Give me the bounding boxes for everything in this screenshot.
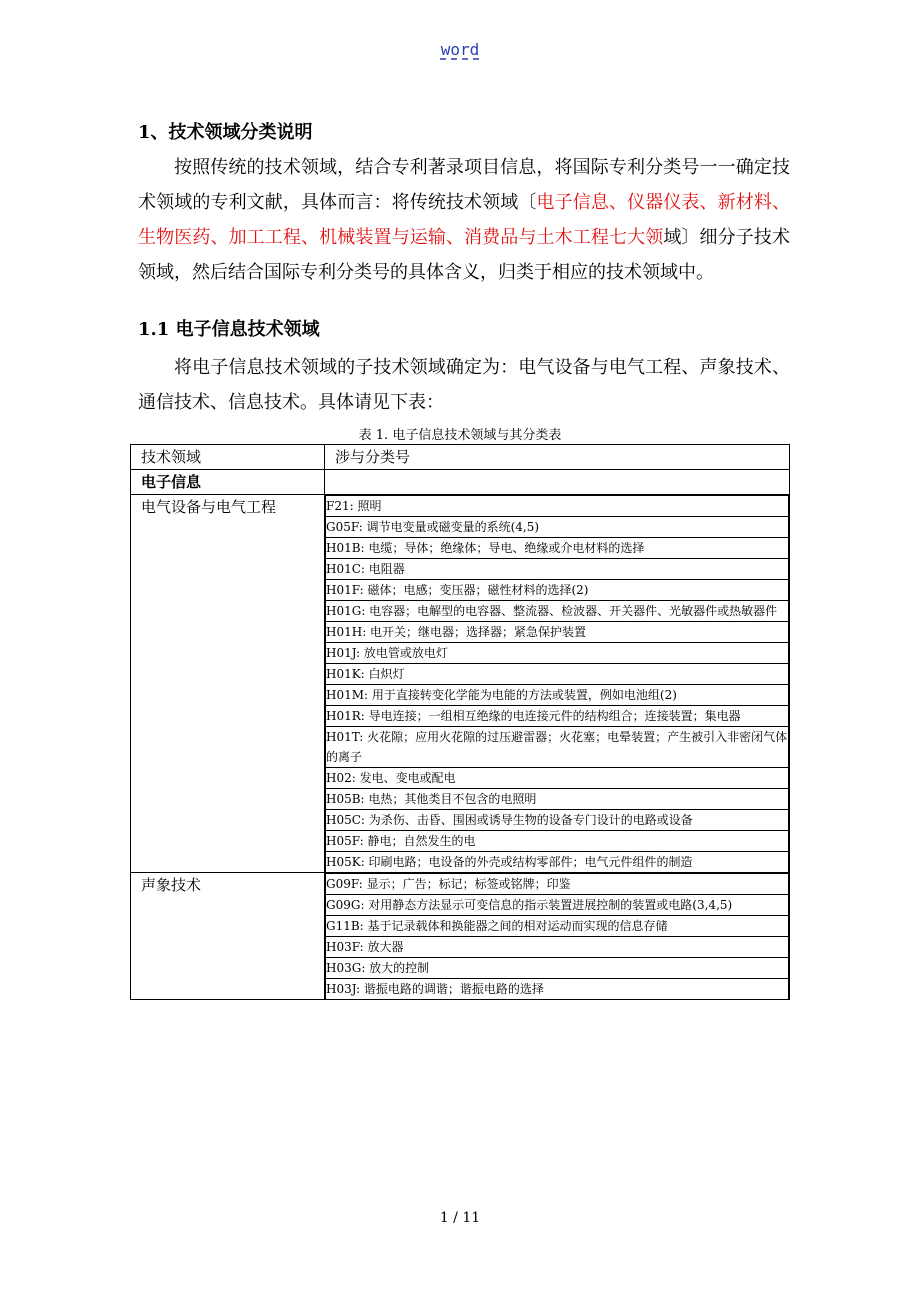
code-row	[326, 979, 789, 1000]
code-row	[326, 643, 789, 664]
domain-cell: 声象技术	[131, 873, 325, 1000]
code-row	[326, 517, 789, 538]
codes-list	[325, 873, 789, 999]
section-1-paragraph: 按照传统的技术领域，结合专利著录项目信息，将国际专利分类号一一确定技术领域的专利文献，具体而言：将传统技术领域〔电子信息、仪器仪表、新材料、生物医药、加工工程、机械装置与运输、消费品与土木工程七大领域〕细分子技术领域，然后结合国际专利分类号的具体含义，归类于相应的技术领域中。	[138, 157, 791, 283]
code-row	[326, 601, 789, 622]
codes-cell	[325, 873, 790, 1000]
code-entry: H03G: 放大的控制	[326, 958, 789, 979]
code-row	[326, 727, 789, 768]
category-row	[131, 470, 790, 495]
code-entry: H02: 发电、变电或配电	[326, 768, 789, 789]
codes-cell	[325, 495, 790, 873]
code-entry: H05K: 印刷电路；电设备的外壳或结构零部件；电气元件组件的制造	[326, 852, 789, 873]
code-entry: H01H: 电开关；继电器；选择器；紧急保护装置	[326, 622, 789, 643]
table-header-row	[131, 445, 790, 470]
section-1-1-title: 1.1 电子信息技术领域	[138, 319, 320, 340]
header-cell-codes: 涉与分类号	[325, 445, 790, 470]
header-cell-field: 技术领域	[131, 445, 325, 470]
code-row	[326, 937, 789, 958]
code-entry: H01J: 放电管或放电灯	[326, 643, 789, 664]
table-caption: 表 1. 电子信息技术领域与其分类表	[358, 428, 562, 443]
code-entry: H01G: 电容器；电解型的电容器、整流器、检波器、开关器件、光敏器件或热敏器件	[326, 601, 789, 622]
code-row	[326, 664, 789, 685]
section-1-title: 1、技术领域分类说明	[138, 122, 313, 143]
code-entry: G09F: 显示；广告；标记；标签或铭牌；印鉴	[326, 874, 789, 895]
code-entry: H01M: 用于直接转变化学能为电能的方法或装置，例如电池组(2)	[326, 685, 789, 706]
category-empty-cell	[325, 470, 790, 495]
group-row	[131, 873, 790, 1000]
code-entry: G05F: 调节电变量或磁变量的系统(4,5)	[326, 517, 789, 538]
code-row	[326, 810, 789, 831]
code-entry: H05B: 电热；其他类目不包含的电照明	[326, 789, 789, 810]
code-row	[326, 538, 789, 559]
code-entry: H01T: 火花隙；应用火花隙的过压避雷器；火花塞；电晕装置；产生被引入非密闭气体的离子	[326, 727, 789, 768]
code-row	[326, 916, 789, 937]
page-number: 1 / 11	[439, 1210, 481, 1226]
code-row	[326, 706, 789, 727]
domain-cell: 电气设备与电气工程	[131, 495, 325, 873]
code-row	[326, 789, 789, 810]
code-entry: G11B: 基于记录载体和换能器之间的相对运动而实现的信息存储	[326, 916, 789, 937]
code-entry: H05C: 为杀伤、击昏、围困或诱导生物的设备专门设计的电路或设备	[326, 810, 789, 831]
code-entry: H01B: 电缆；导体；绝缘体；导电、绝缘或介电材料的选择	[326, 538, 789, 559]
code-row	[326, 768, 789, 789]
code-entry: H01F: 磁体；电感；变压器；磁性材料的选择(2)	[326, 580, 789, 601]
code-row	[326, 622, 789, 643]
code-entry: H01R: 导电连接；一组相互绝缘的电连接元件的结构组合；连接装置；集电器	[326, 706, 789, 727]
code-row	[326, 895, 789, 916]
code-row	[326, 685, 789, 706]
code-row	[326, 580, 789, 601]
group-row	[131, 495, 790, 873]
code-row	[326, 874, 789, 895]
codes-list	[325, 495, 789, 872]
code-entry: H03J: 谐振电路的调谐；谐振电路的选择	[326, 979, 789, 1000]
code-row	[326, 852, 789, 873]
code-entry: F21: 照明	[326, 496, 789, 517]
header-word-link[interactable]: word	[440, 40, 480, 59]
category-cell: 电子信息	[131, 470, 325, 495]
code-row	[326, 831, 789, 852]
code-row	[326, 496, 789, 517]
code-row	[326, 559, 789, 580]
code-entry: H01K: 白炽灯	[326, 664, 789, 685]
code-entry: G09G: 对用静态方法显示可变信息的指示装置进展控制的装置或电路(3,4,5)	[326, 895, 789, 916]
code-entry: H05F: 静电；自然发生的电	[326, 831, 789, 852]
code-entry: H03F: 放大器	[326, 937, 789, 958]
classification-table	[130, 444, 790, 1000]
section-1-1-paragraph: 将电子信息技术领域的子技术领域确定为：电气设备与电气工程、声象技术、通信技术、信息技术。具体请见下表：	[138, 357, 790, 413]
code-entry: H01C: 电阻器	[326, 559, 789, 580]
highlighted-fields: 电子信息、仪器仪表、新材料、生物医药、加工工程、机械装置与运输、消费品与土木工程七大领	[138, 192, 791, 248]
code-row	[326, 958, 789, 979]
